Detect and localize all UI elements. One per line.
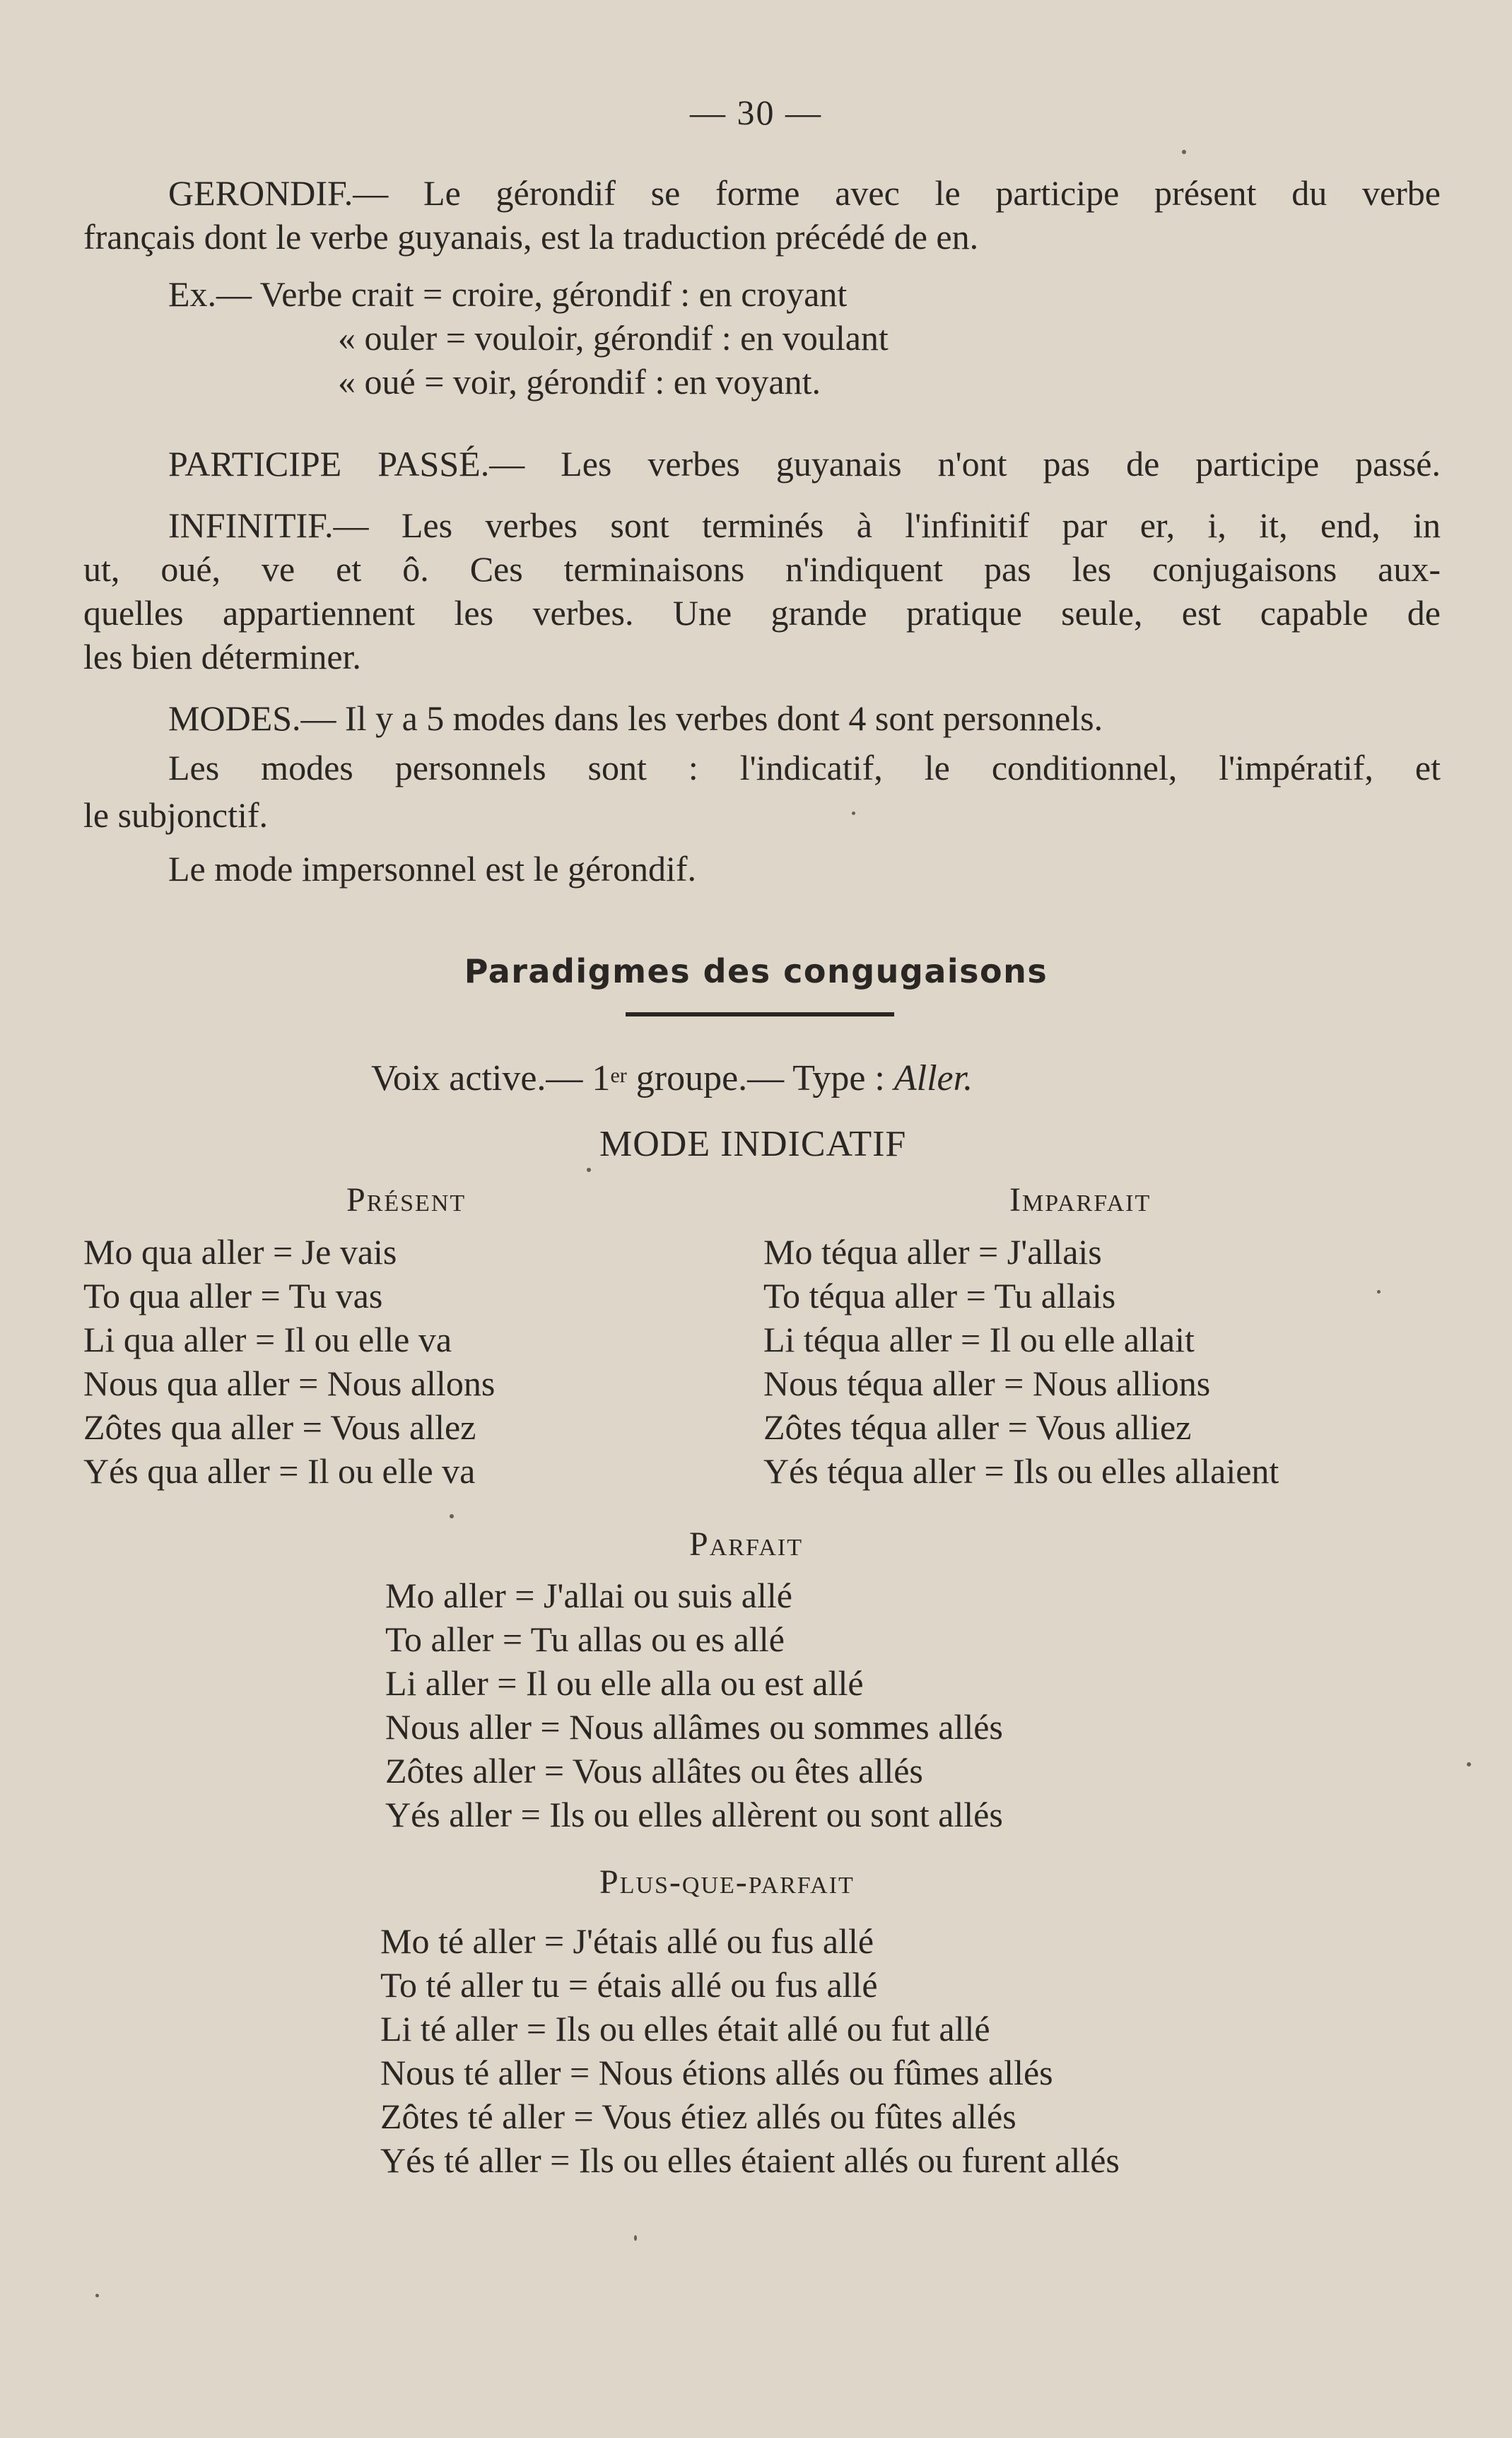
parfait-line: Zôtes aller = Vous allâtes ou êtes allés [385, 1751, 923, 1791]
voix-type: Aller. [893, 1058, 973, 1098]
imparfait-heading: Imparfait [1009, 1181, 1151, 1219]
plus-que-parfait-line: To té aller tu = étais allé ou fus allé [380, 1965, 878, 2005]
plus-que-parfait-line: Zôtes té aller = Vous étiez allés ou fûtes allés [380, 2097, 1016, 2136]
imparfait-line: Li téqua aller = Il ou elle allait [763, 1320, 1195, 1359]
plus-que-parfait-heading: Plus-que-parfait [599, 1863, 855, 1901]
parfait-heading: Parfait [689, 1525, 803, 1563]
plus-que-parfait-line: Yés té aller = Ils ou elles étaient allés ou furent allés [380, 2140, 1120, 2180]
modes-line-2: Les modes personnels sont : l'indicatif, le conditionnel, l'impératif, et [168, 748, 1441, 787]
imparfait-column [763, 1230, 1279, 1493]
parfait-line: Mo aller = J'allai ou suis allé [385, 1576, 792, 1615]
present-line: To qua aller = Tu vas [83, 1276, 383, 1315]
plus-que-parfait-line: Nous té aller = Nous étions allés ou fûmes allés [380, 2053, 1053, 2092]
infinitif-line-4: les bien déterminer. [83, 637, 361, 676]
paper-speck [1377, 1290, 1381, 1294]
present-column [83, 1230, 495, 1493]
paper-speck [1467, 1762, 1471, 1766]
example-line-1: Ex.— Verbe crait = croire, gérondif : en croyant [168, 274, 848, 314]
participe-passe-line: PARTICIPE PASSÉ.— Les verbes guyanais n'ont pas de participe passé. [168, 444, 1441, 484]
imparfait-line: Zôtes téqua aller = Vous alliez [763, 1407, 1192, 1447]
present-line: Mo qua aller = Je vais [83, 1232, 397, 1272]
parfait-column [385, 1573, 1003, 1836]
title-rule [626, 1012, 894, 1016]
section-title: Paradigmes des congugaisons [464, 952, 1048, 990]
infinitif-line-1: INFINITIF.— Les verbes sont terminés à l'infinitif par er, i, it, end, in [168, 505, 1441, 545]
voix-prefix: Voix active.— 1 [371, 1058, 611, 1098]
paper-speck [852, 811, 855, 815]
plus-que-parfait-line: Mo té aller = J'étais allé ou fus allé [380, 1921, 874, 1961]
parfait-line: Nous aller = Nous allâmes ou sommes allés [385, 1707, 1003, 1747]
example-line-2: « ouler = vouloir, gérondif : en voulant [338, 318, 889, 358]
plus-que-parfait-column [380, 1919, 1120, 2182]
paper-speck [587, 1168, 591, 1172]
parfait-line: Li aller = Il ou elle alla ou est allé [385, 1663, 864, 1703]
present-line: Yés qua aller = Il ou elle va [83, 1451, 476, 1491]
paper-speck [1182, 150, 1186, 154]
present-line: Zôtes qua aller = Vous allez [83, 1407, 476, 1447]
voix-middle: groupe.— Type : [626, 1058, 894, 1098]
page-number: — 30 — [690, 93, 822, 132]
present-heading: Présent [346, 1181, 467, 1219]
modes-line-3: le subjonctif. [83, 795, 269, 835]
present-line: Nous qua aller = Nous allons [83, 1364, 496, 1403]
modes-line-1: MODES.— Il y a 5 modes dans les verbes dont 4 sont personnels. [168, 698, 1103, 738]
imparfait-line: Nous téqua aller = Nous allions [763, 1364, 1211, 1403]
voix-active-line [371, 1057, 973, 1101]
gerondif-line-1: GERONDIF.— Le gérondif se forme avec le participe présent du verbe [168, 173, 1441, 213]
parfait-line: To aller = Tu allas ou es allé [385, 1619, 785, 1659]
plus-que-parfait-line: Li té aller = Ils ou elles était allé ou fut allé [380, 2009, 990, 2049]
paper-speck [95, 2294, 99, 2297]
imparfait-line: Mo téqua aller = J'allais [763, 1232, 1102, 1272]
present-line: Li qua aller = Il ou elle va [83, 1320, 452, 1359]
imparfait-line: To téqua aller = Tu allais [763, 1276, 1116, 1315]
modes-line-4: Le mode impersonnel est le gérondif. [168, 849, 696, 889]
example-line-3: « oué = voir, gérondif : en voyant. [338, 362, 821, 402]
voix-superscript: er [610, 1064, 627, 1087]
parfait-line: Yés aller = Ils ou elles allèrent ou sont allés [385, 1795, 1003, 1834]
paper-speck [634, 2235, 637, 2241]
infinitif-line-2: ut, oué, ve et ô. Ces terminaisons n'indiquent pas les conjugaisons aux- [83, 549, 1441, 589]
mode-indicatif-heading: MODE INDICATIF [599, 1124, 907, 1164]
infinitif-line-3: quelles appartiennent les verbes. Une grande pratique seule, est capable de [83, 593, 1441, 633]
paper-speck [450, 1514, 454, 1518]
gerondif-line-2: français dont le verbe guyanais, est la traduction précédé de en. [83, 217, 979, 257]
imparfait-line: Yés téqua aller = Ils ou elles allaient [763, 1451, 1279, 1491]
